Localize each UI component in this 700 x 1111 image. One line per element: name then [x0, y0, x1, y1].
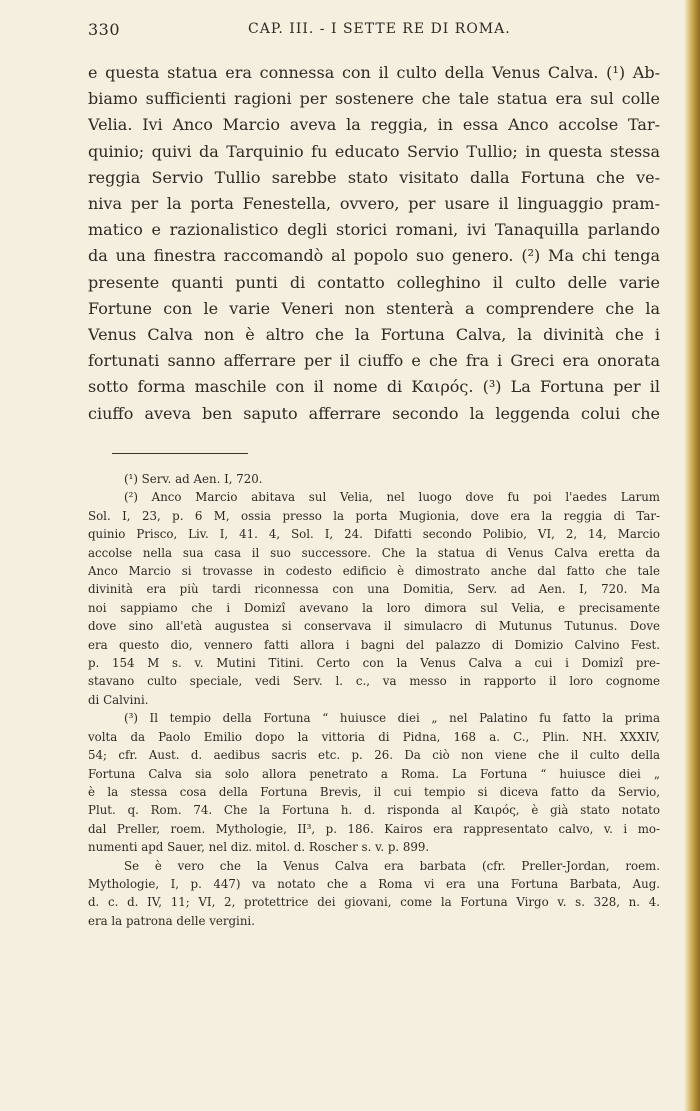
- body-line: presente quanti punti di contatto colleghino il culto delle varie: [88, 272, 660, 292]
- footnote-line: (³) Il tempio della Fortuna “ huiusce diei „ nel Palatino fu fatto la prima: [124, 711, 660, 726]
- footnote-line: noi sappiamo che i Domizî avevano la loro dimora sul Velia, e precisamente: [88, 600, 660, 615]
- footnote-line: Sol. I, 23, p. 6 M, ossia presso la porta Mugionia, dove era la reggia di Tar-: [88, 508, 660, 523]
- footnotes: [88, 470, 660, 930]
- footnote-line: Anco Marcio si trovasse in codesto edificio è dimostrato anche dal fatto che tale: [88, 564, 660, 579]
- footnote-line: dal Preller, roem. Mythologie, II³, p. 186. Kairos era rappresentato calvo, v. i mo-: [88, 821, 660, 836]
- footnote-line: era questo dio, vennero fatti allora i bagni del palazzo di Domizio Calvino Fest.: [88, 637, 660, 652]
- footnote-line: Mythologie, I, p. 447) va notato che a Roma vi era una Fortuna Barbata, Aug.: [88, 876, 660, 891]
- footnote-line: (²) Anco Marcio abitava sul Velia, nel luogo dove fu poi l'aedes Larum: [124, 490, 660, 505]
- main-text: [88, 60, 660, 427]
- body-line: Velia. Ivi Anco Marcio aveva la reggia, in essa Anco accolse Tar-: [88, 115, 660, 135]
- footnote-line: p. 154 M s. v. Mutini Titini. Certo con la Venus Calva a cui i Domizî pre-: [88, 656, 660, 671]
- body-line: e questa statua era connessa con il culto della Venus Calva. (¹) Ab-: [88, 63, 660, 82]
- body-line: Venus Calva non è altro che la Fortuna Calva, la divinità che i: [88, 325, 660, 345]
- footnote-line: volta da Paolo Emilio dopo la vittoria di Pidna, 168 a. C., Plin. NH. XXXIV,: [88, 729, 660, 744]
- body-line: quinio; quivi da Tarquinio fu educato Servio Tullio; in questa stessa: [88, 141, 660, 161]
- footnote-line: stavano culto speciale, vedi Serv. l. c., va messo in rapporto il loro cognome: [88, 674, 660, 689]
- footnote-line: era la patrona delle vergini.: [88, 913, 255, 928]
- body-line: niva per la porta Fenestella, ovvero, per usare il linguaggio pram-: [88, 194, 660, 214]
- footnote-separator: [112, 453, 248, 454]
- footnote-line: di Calvini.: [88, 692, 149, 707]
- footnote-line: dove sino all'età augustea si conservava il simulacro di Mutunus Tutunus. Dove: [88, 619, 660, 634]
- footnote-line: (¹) Serv. ad Aen. I, 720.: [124, 472, 263, 486]
- footnote-line: quinio Prisco, Liv. I, 41. 4, Sol. I, 24. Difatti secondo Polibio, VI, 2, 14, Marcio: [88, 527, 660, 542]
- footnote-line: d. c. d. IV, 11; VI, 2, protettrice dei giovani, come la Fortuna Virgo v. s. 328, n. 4.: [88, 895, 660, 910]
- body-line: fortunati sanno afferrare per il ciuffo e che fra i Greci era onorata: [88, 351, 660, 371]
- footnote-line: 54; cfr. Aust. d. aedibus sacris etc. p. 26. Da ciò non viene che il culto della: [88, 748, 660, 763]
- footnote-line: Fortuna Calva sia solo allora penetrato a Roma. La Fortuna “ huiusce diei „: [88, 766, 660, 781]
- body-line: Fortune con le varie Veneri non stenterà a comprendere che la: [88, 298, 660, 318]
- page-header: [88, 20, 653, 44]
- footnote-line: divinità era più tardi riconnessa con una Domitia, Serv. ad Aen. I, 720. Ma: [88, 582, 660, 597]
- body-line: sotto forma maschile con il nome di Καιρός. (³) La Fortuna per il: [88, 377, 660, 397]
- footnote-line: è la stessa cosa della Fortuna Brevis, il cui tempio si diceva fatto da Servio,: [88, 784, 660, 799]
- page-number: 330: [88, 20, 121, 39]
- footnote-line: Plut. q. Rom. 74. Che la Fortuna h. d. risponda al Καιρός, è già stato notato: [88, 803, 660, 818]
- body-line: da una finestra raccomandò al popolo suo genero. (²) Ma chi tenga: [88, 246, 660, 266]
- footnote-line: Se è vero che la Venus Calva era barbata (cfr. Preller-Jordan, roem.: [124, 858, 660, 873]
- body-line: matico e razionalistico degli storici romani, ivi Tanaquilla parlando: [88, 220, 660, 240]
- page-edge-shadow: [684, 0, 700, 1111]
- running-title: CAP. III. - I SETTE RE DI ROMA.: [248, 21, 511, 37]
- footnote-line: numenti apd Sauer, nel diz. mitol. d. Roscher s. v. p. 899.: [88, 840, 430, 855]
- body-line: ciuffo aveva ben saputo afferrare secondo la leggenda colui che: [88, 403, 660, 423]
- body-line: reggia Servio Tullio sarebbe stato visitato dalla Fortuna che ve-: [88, 167, 660, 187]
- body-line: biamo sufficienti ragioni per sostenere che tale statua era sul colle: [88, 89, 660, 109]
- footnote-line: accolse nella sua casa il suo successore. Che la statua di Venus Calva eretta da: [88, 545, 660, 560]
